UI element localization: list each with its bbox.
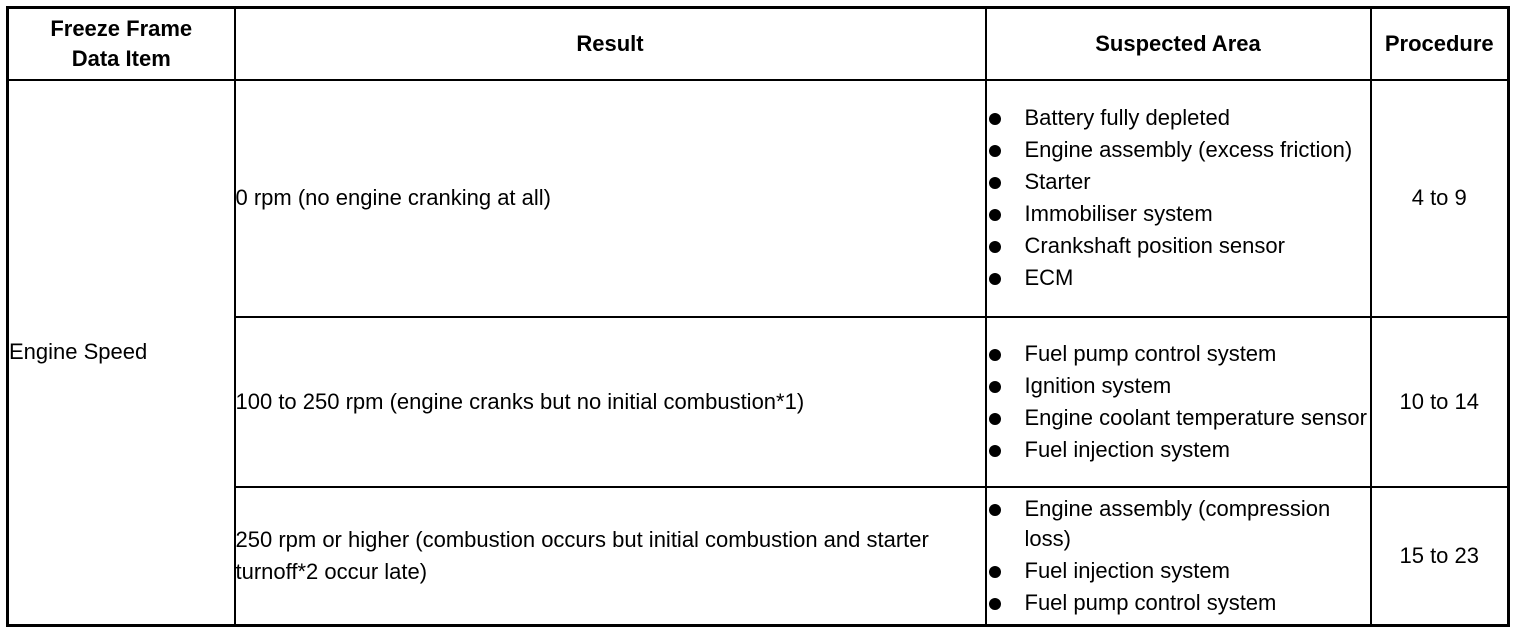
bullet-icon [989,241,1001,253]
header-freeze-frame-item: Freeze Frame Data Item [8,8,235,80]
result-cell: 0 rpm (no engine cranking at all) [235,80,986,317]
header-result: Result [235,8,986,80]
list-item: Fuel injection system [987,435,1370,465]
bullet-icon [989,413,1001,425]
list-item: Engine assembly (compression loss) [987,494,1370,554]
bullet-icon [989,445,1001,457]
bullet-icon [989,566,1001,578]
bullet-icon [989,504,1001,516]
bullet-icon [989,209,1001,221]
list-item: Engine assembly (excess friction) [987,135,1370,165]
list-item: ECM [987,263,1370,293]
suspected-area-cell [986,487,1371,626]
procedure-cell: 15 to 23 [1371,487,1509,626]
list-item: Ignition system [987,371,1370,401]
list-item: Battery fully depleted [987,103,1370,133]
list-item: Starter [987,167,1370,197]
list-item: Crankshaft position sensor [987,231,1370,261]
bullet-icon [989,177,1001,189]
list-item: Immobiliser system [987,199,1370,229]
bullet-icon [989,349,1001,361]
result-cell: 100 to 250 rpm (engine cranks but no initial combustion*1) [235,317,986,487]
bullet-icon [989,145,1001,157]
list-item: Engine coolant temperature sensor [987,403,1370,433]
list-item: Fuel pump control system [987,588,1370,618]
table-row [8,80,1509,317]
suspected-area-cell [986,80,1371,317]
bullet-icon [989,113,1001,125]
header-row [8,8,1509,80]
list-item: Fuel injection system [987,556,1370,586]
suspected-area-cell [986,317,1371,487]
header-procedure: Procedure [1371,8,1509,80]
header-suspected-area: Suspected Area [986,8,1371,80]
list-item: Fuel pump control system [987,339,1370,369]
bullet-icon [989,273,1001,285]
bullet-icon [989,598,1001,610]
data-item-cell: Engine Speed [8,80,235,626]
bullet-icon [989,381,1001,393]
result-cell: 250 rpm or higher (combustion occurs but initial combustion and starter turnoff*2 occur late) [235,487,986,626]
procedure-cell: 10 to 14 [1371,317,1509,487]
freeze-frame-table [6,6,1510,627]
procedure-cell: 4 to 9 [1371,80,1509,317]
